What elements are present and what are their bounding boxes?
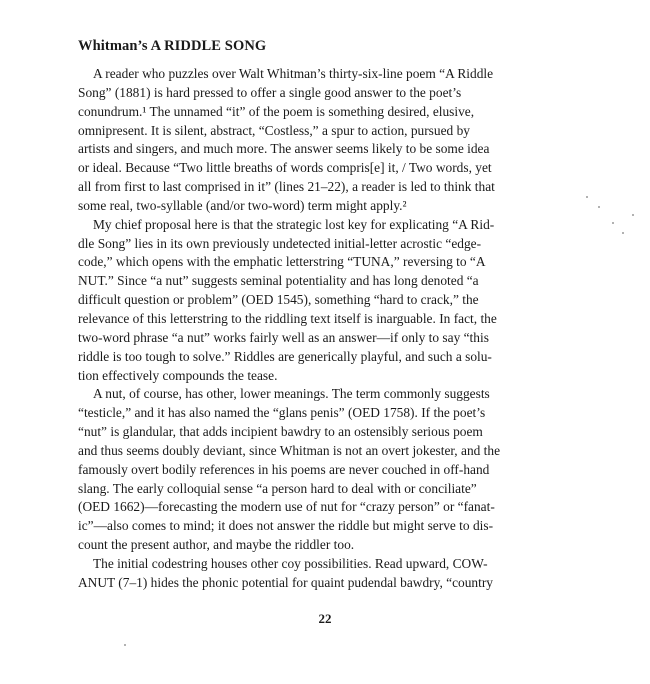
scan-speck (612, 222, 614, 224)
text-line: A nut, of course, has other, lower meanings. The term commonly suggests (93, 386, 490, 402)
text-line: difficult question or problem” (OED 1545), something “hard to crack,” the (78, 292, 479, 308)
text-line: tion effectively compounds the tease. (78, 367, 278, 383)
paragraph-1 (78, 65, 560, 216)
paragraph-4 (78, 555, 560, 593)
text-line: dle Song” lies in its own previously undetected initial-letter acrostic “edge- (78, 235, 482, 251)
scan-speck (124, 644, 126, 646)
text-line: conundrum.¹ The unnamed “it” of the poem is something desired, elusive, (78, 103, 475, 119)
article-title: Whitman’s A RIDDLE SONG (78, 38, 267, 54)
text-line: famously overt bodily references in his poems are never couched in off-hand (78, 461, 490, 477)
paragraph-3 (78, 385, 560, 555)
text-line: Song” (1881) is hard pressed to offer a single good answer to the poet’s (78, 84, 462, 100)
text-line: riddle is too tough to solve.” Riddles are generically playful, and such a solu- (78, 348, 492, 364)
scan-speck (586, 196, 588, 198)
text-line: count the present author, and maybe the riddler too. (78, 537, 355, 553)
text-line: all from first to last comprised in it” (lines 21–22), a reader is led to think that (78, 179, 495, 195)
page-number: 22 (318, 611, 332, 626)
text-line: (OED 1662)—forecasting the modern use of nut for “crazy person” or “fanat- (78, 499, 495, 515)
text-line: “nut” is glandular, that adds incipient bawdry to an ostensibly serious poem (78, 424, 483, 440)
page-body (78, 38, 560, 593)
text-line: slang. The early colloquial sense “a person hard to deal with or conciliate” (78, 480, 477, 496)
text-line: The initial codestring houses other coy possibilities. Read upward, COW- (93, 555, 488, 571)
scan-speck (598, 206, 600, 208)
text-line: NUT.” Since “a nut” suggests seminal potentiality and has long denoted “a (78, 273, 479, 289)
text-line: some real, two-syllable (and/or two-word) term might apply.² (78, 197, 407, 213)
text-line: and thus seems doubly deviant, since Whitman is not an overt jokester, and the (78, 442, 501, 458)
paragraph-2 (78, 216, 560, 386)
text-line: My chief proposal here is that the strategic lost key for explicating “A Rid- (93, 216, 495, 232)
text-line: A reader who puzzles over Walt Whitman’s thirty-six-line poem “A Riddle (93, 66, 494, 81)
text-line: artists and singers, and much more. The answer seems likely to be some idea (78, 141, 490, 157)
text-line: omnipresent. It is silent, abstract, “Costless,” a spur to action, pursued by (78, 122, 470, 138)
text-line: code,” which opens with the emphatic letterstring “TUNA,” reversing to “A (78, 254, 486, 270)
text-line: ic”—also comes to mind; it does not answer the riddle but might serve to dis- (78, 518, 494, 534)
text-line: relevance of this letterstring to the riddling text itself is inarguable. In fact, the (78, 310, 497, 326)
text-line: or ideal. Because “Two little breaths of words compris[e] it, / Two words, yet (78, 160, 492, 176)
scan-speck (622, 232, 624, 234)
text-line: “testicle,” and it has also named the “glans penis” (OED 1758). If the poet’s (78, 405, 486, 421)
text-line: two-word phrase “a nut” works fairly well as an answer—if only to say “this (78, 329, 489, 345)
text-line: ANUT (7–1) hides the phonic potential for quaint pudendal bawdry, “country (78, 574, 494, 590)
scan-speck (632, 214, 634, 216)
